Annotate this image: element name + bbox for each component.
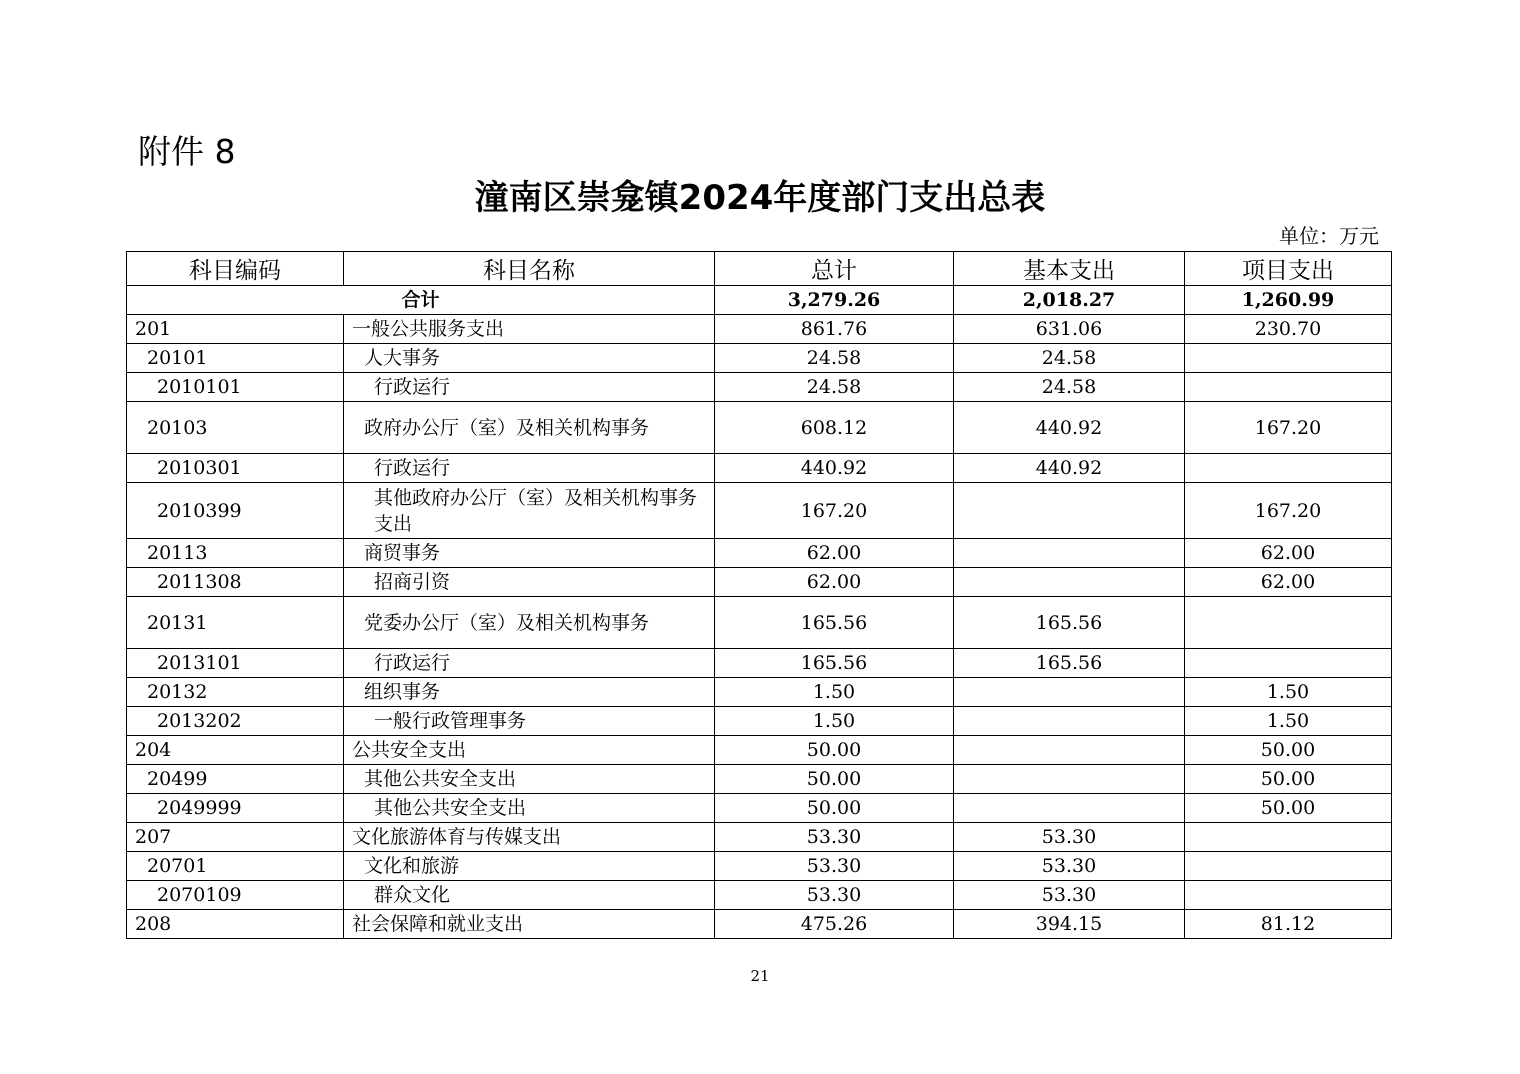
total-amount: 3,279.26 <box>715 286 954 315</box>
header-project: 项目支出 <box>1185 252 1392 286</box>
table-row <box>127 483 1392 539</box>
cell-project: 167.20 <box>1185 402 1392 454</box>
cell-project: 81.12 <box>1185 910 1392 939</box>
cell-name: 一般行政管理事务 <box>344 707 715 736</box>
unit-label: 单位：万元 <box>1279 224 1379 248</box>
header-total: 总计 <box>715 252 954 286</box>
cell-total: 62.00 <box>715 568 954 597</box>
cell-basic <box>954 707 1185 736</box>
cell-project: 50.00 <box>1185 794 1392 823</box>
cell-total: 24.58 <box>715 344 954 373</box>
table-row <box>127 649 1392 678</box>
cell-name: 政府办公厅（室）及相关机构事务 <box>344 402 715 454</box>
cell-name: 社会保障和就业支出 <box>344 910 715 939</box>
expenditure-table <box>126 251 1392 939</box>
cell-basic: 440.92 <box>954 454 1185 483</box>
cell-basic: 165.56 <box>954 597 1185 649</box>
cell-project <box>1185 852 1392 881</box>
table-row <box>127 568 1392 597</box>
cell-code: 2070109 <box>127 881 344 910</box>
cell-name: 一般公共服务支出 <box>344 315 715 344</box>
cell-basic: 24.58 <box>954 344 1185 373</box>
table-row <box>127 315 1392 344</box>
cell-total: 53.30 <box>715 881 954 910</box>
header-name: 科目名称 <box>344 252 715 286</box>
cell-basic: 53.30 <box>954 823 1185 852</box>
cell-project <box>1185 823 1392 852</box>
cell-basic <box>954 794 1185 823</box>
table-header-row <box>127 252 1392 286</box>
cell-project: 50.00 <box>1185 765 1392 794</box>
cell-total: 50.00 <box>715 765 954 794</box>
cell-code: 2013202 <box>127 707 344 736</box>
cell-name: 文化和旅游 <box>344 852 715 881</box>
table-row <box>127 707 1392 736</box>
table-row <box>127 823 1392 852</box>
cell-name: 其他公共安全支出 <box>344 765 715 794</box>
cell-code: 20499 <box>127 765 344 794</box>
cell-basic: 53.30 <box>954 852 1185 881</box>
total-project: 1,260.99 <box>1185 286 1392 315</box>
cell-total: 475.26 <box>715 910 954 939</box>
table-row <box>127 910 1392 939</box>
cell-name: 公共安全支出 <box>344 736 715 765</box>
table-row <box>127 881 1392 910</box>
total-label: 合计 <box>127 286 715 315</box>
cell-total: 24.58 <box>715 373 954 402</box>
cell-project: 230.70 <box>1185 315 1392 344</box>
cell-project <box>1185 597 1392 649</box>
cell-total: 62.00 <box>715 539 954 568</box>
cell-total: 608.12 <box>715 402 954 454</box>
cell-code: 2049999 <box>127 794 344 823</box>
cell-code: 204 <box>127 736 344 765</box>
cell-name: 文化旅游体育与传媒支出 <box>344 823 715 852</box>
cell-name: 行政运行 <box>344 454 715 483</box>
page-number: 21 <box>750 967 770 985</box>
cell-name: 组织事务 <box>344 678 715 707</box>
cell-project <box>1185 373 1392 402</box>
cell-total: 440.92 <box>715 454 954 483</box>
table-row <box>127 678 1392 707</box>
cell-basic <box>954 483 1185 539</box>
cell-project <box>1185 454 1392 483</box>
cell-basic <box>954 568 1185 597</box>
cell-project: 167.20 <box>1185 483 1392 539</box>
cell-total: 50.00 <box>715 736 954 765</box>
cell-code: 20131 <box>127 597 344 649</box>
cell-code: 2013101 <box>127 649 344 678</box>
cell-code: 20701 <box>127 852 344 881</box>
cell-basic <box>954 678 1185 707</box>
table-row <box>127 539 1392 568</box>
cell-name: 其他政府办公厅（室）及相关机构事务支出 <box>344 483 715 539</box>
cell-name: 行政运行 <box>344 649 715 678</box>
table-row <box>127 794 1392 823</box>
cell-code: 20132 <box>127 678 344 707</box>
cell-project: 62.00 <box>1185 568 1392 597</box>
cell-project: 50.00 <box>1185 736 1392 765</box>
cell-code: 2011308 <box>127 568 344 597</box>
cell-code: 2010301 <box>127 454 344 483</box>
table-row <box>127 402 1392 454</box>
cell-basic <box>954 765 1185 794</box>
cell-basic: 440.92 <box>954 402 1185 454</box>
cell-name: 招商引资 <box>344 568 715 597</box>
attachment-label: 附件 8 <box>138 132 236 171</box>
cell-name: 人大事务 <box>344 344 715 373</box>
cell-basic <box>954 736 1185 765</box>
table-row <box>127 597 1392 649</box>
table-row <box>127 344 1392 373</box>
cell-total: 861.76 <box>715 315 954 344</box>
cell-name: 群众文化 <box>344 881 715 910</box>
cell-code: 208 <box>127 910 344 939</box>
cell-project: 62.00 <box>1185 539 1392 568</box>
cell-name: 其他公共安全支出 <box>344 794 715 823</box>
cell-basic: 165.56 <box>954 649 1185 678</box>
table-row <box>127 454 1392 483</box>
cell-total: 165.56 <box>715 597 954 649</box>
cell-project: 1.50 <box>1185 678 1392 707</box>
cell-total: 1.50 <box>715 707 954 736</box>
header-code: 科目编码 <box>127 252 344 286</box>
cell-basic: 394.15 <box>954 910 1185 939</box>
table-row <box>127 736 1392 765</box>
cell-basic: 631.06 <box>954 315 1185 344</box>
cell-code: 20113 <box>127 539 344 568</box>
cell-name: 行政运行 <box>344 373 715 402</box>
header-basic: 基本支出 <box>954 252 1185 286</box>
cell-name: 商贸事务 <box>344 539 715 568</box>
cell-project <box>1185 344 1392 373</box>
cell-basic: 24.58 <box>954 373 1185 402</box>
cell-code: 20101 <box>127 344 344 373</box>
cell-project <box>1185 881 1392 910</box>
total-basic: 2,018.27 <box>954 286 1185 315</box>
cell-code: 201 <box>127 315 344 344</box>
cell-total: 1.50 <box>715 678 954 707</box>
cell-code: 20103 <box>127 402 344 454</box>
total-row <box>127 286 1392 315</box>
table-row <box>127 765 1392 794</box>
table-row <box>127 373 1392 402</box>
cell-total: 53.30 <box>715 823 954 852</box>
cell-code: 2010399 <box>127 483 344 539</box>
cell-project <box>1185 649 1392 678</box>
cell-total: 53.30 <box>715 852 954 881</box>
cell-project: 1.50 <box>1185 707 1392 736</box>
cell-name: 党委办公厅（室）及相关机构事务 <box>344 597 715 649</box>
cell-total: 165.56 <box>715 649 954 678</box>
page-title: 潼南区崇龛镇2024年度部门支出总表 <box>474 178 1046 218</box>
table-row <box>127 852 1392 881</box>
cell-total: 167.20 <box>715 483 954 539</box>
cell-total: 50.00 <box>715 794 954 823</box>
cell-code: 2010101 <box>127 373 344 402</box>
cell-basic: 53.30 <box>954 881 1185 910</box>
cell-basic <box>954 539 1185 568</box>
cell-code: 207 <box>127 823 344 852</box>
